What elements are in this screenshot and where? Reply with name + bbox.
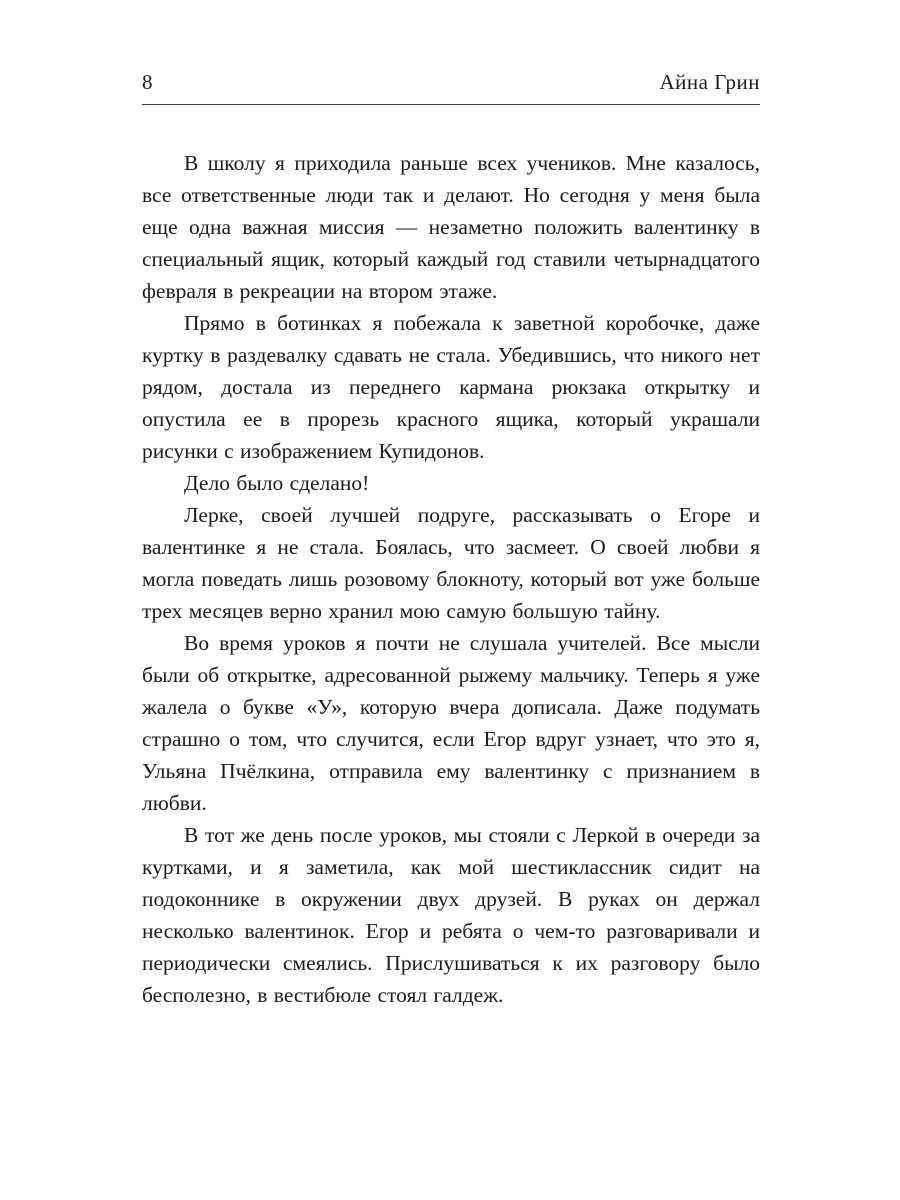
page-header — [142, 70, 760, 105]
running-head-author: Айна Грин — [659, 70, 760, 94]
paragraph: Прямо в ботинках я побежала к заветной коробочке, даже куртку в раздевалку сдавать не стала. Убедившись, что никого нет рядом, достала из переднего кармана рюкзака открытку и опустила ее в прорезь красного ящика, который украшали рисунки с изображением Купидонов. — [142, 311, 760, 463]
paragraph: В школу я приходила раньше всех учеников. Мне казалось, все ответственные люди так и делают. Но сегодня у меня была еще одна важная миссия — незаметно положить валентинку в специальный ящик, который каждый год ставили четырнадцатого февраля в рекреации на втором этаже. — [142, 151, 760, 303]
paragraph: Во время уроков я почти не слушала учителей. Все мысли были об открытке, адресованной рыжему мальчику. Теперь я уже жалела о букве «У», которую вчера дописала. Даже подумать страшно о том, что случится, если Егор вдруг узнает, что это я, Ульяна Пчёлкина, отправила ему валентинку с признанием в любви. — [142, 631, 760, 815]
page-body — [142, 147, 760, 1011]
paragraph: Дело было сделано! — [184, 471, 370, 495]
paragraph: В тот же день после уроков, мы стояли с Леркой в очереди за куртками, и я заметила, как мой шестиклассник сидит на подоконнике в окружении двух друзей. В руках он держал несколько валентинок. Егор и ребята о чем-то разговаривали и периодически смеялись. Прислушиваться к их разговору было бесполезно, в вестибюле стоял галдеж. — [142, 823, 760, 1007]
page-number: 8 — [142, 70, 153, 94]
paragraph: Лерке, своей лучшей подруге, рассказывать о Егоре и валентинке я не стала. Боялась, что засмеет. О своей любви я могла поведать лишь розовому блокноту, который вот уже больше трех месяцев верно хранил мою самую большую тайну. — [142, 503, 760, 623]
